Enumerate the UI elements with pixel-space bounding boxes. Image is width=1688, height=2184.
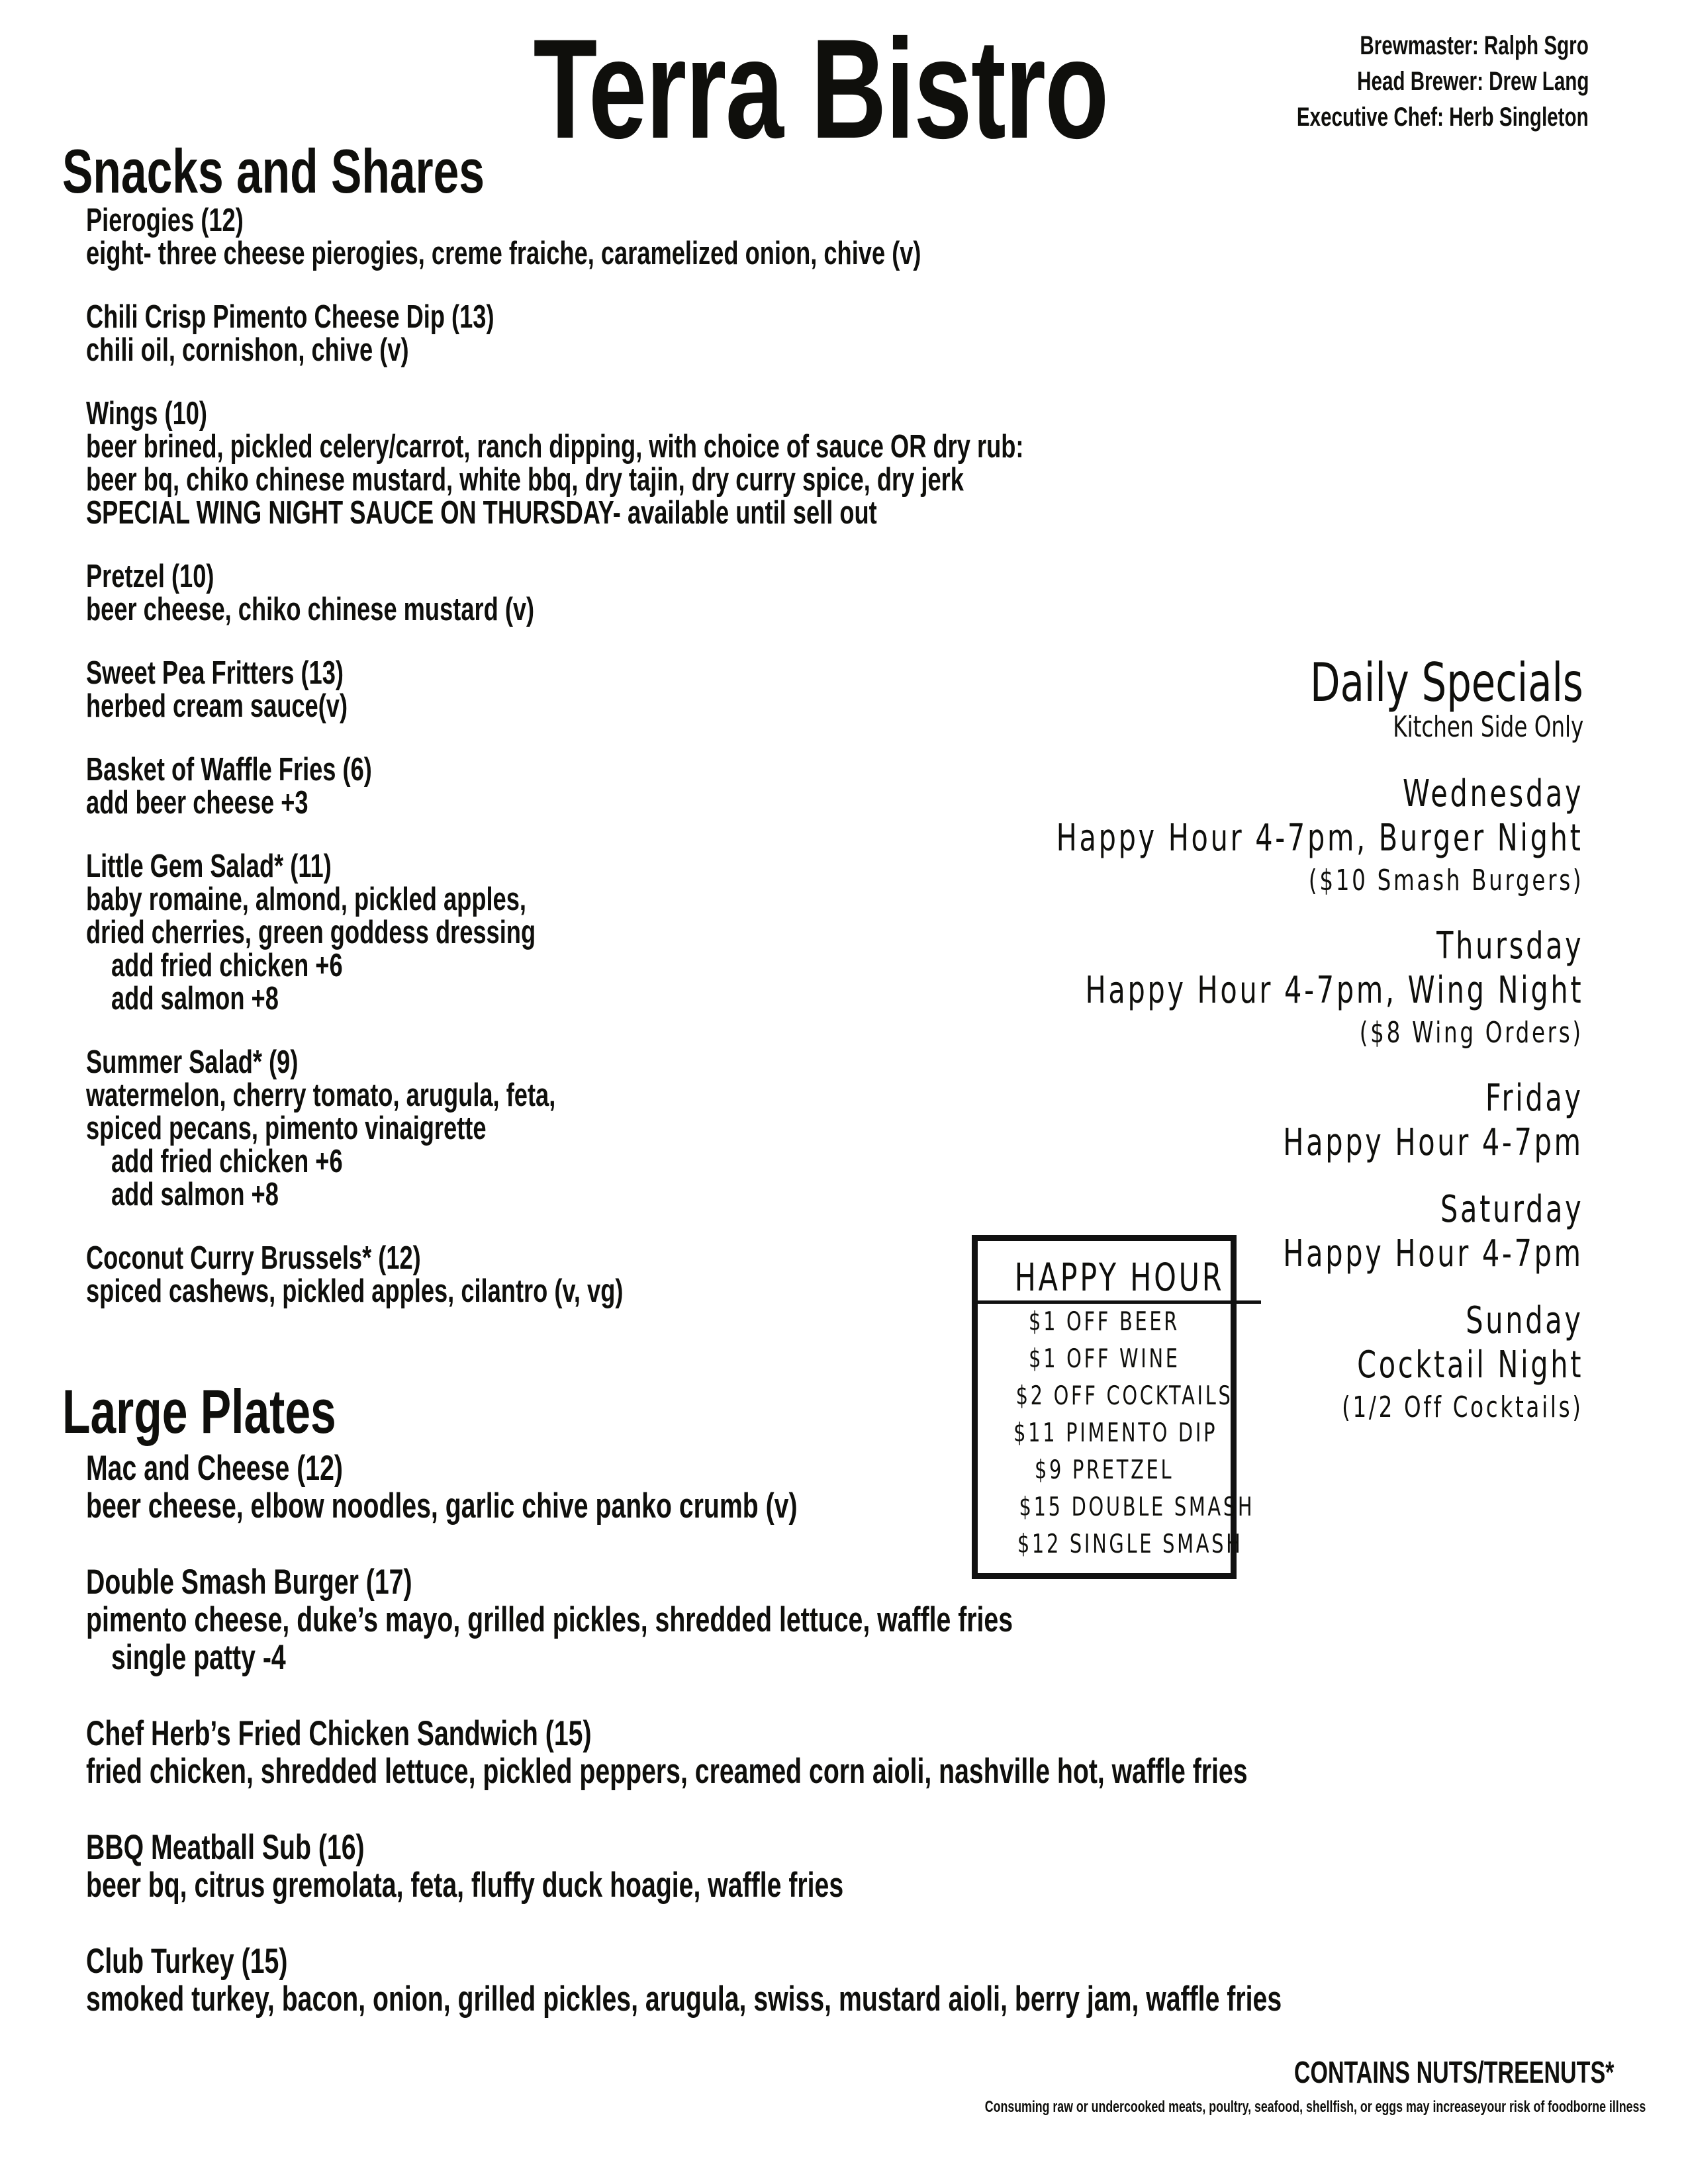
item-addon-text: add salmon +8 bbox=[111, 981, 279, 1017]
item-description bbox=[86, 496, 1353, 529]
item-description-text: fried chicken, shredded lettuce, pickled peppers, creamed corn aioli, nashville hot, waffle fries bbox=[86, 1752, 1248, 1791]
item-addon-text: add fried chicken +6 bbox=[111, 1144, 343, 1179]
item-description bbox=[86, 1980, 1688, 2018]
item-addon-text: single patty -4 bbox=[111, 1638, 286, 1677]
special-day bbox=[871, 1076, 1583, 1165]
item-name bbox=[86, 560, 1353, 593]
food-safety-disclaimer: Consuming raw or undercooked meats, poultry, seafood, shellfish, or eggs may increaseyour risk of foodborne illness bbox=[984, 2098, 1646, 2116]
item-description bbox=[86, 1487, 1688, 1525]
item-description-text: dried cherries, green goddess dressing bbox=[86, 915, 536, 950]
day-name bbox=[871, 924, 1583, 968]
day-name-text: Thursday bbox=[1436, 925, 1583, 968]
specials-subtitle: Kitchen Side Only bbox=[1392, 710, 1583, 744]
item-name-text: Sweet Pea Fritters (13) bbox=[86, 655, 344, 691]
item-name bbox=[86, 1829, 1688, 1866]
day-special bbox=[871, 816, 1583, 860]
happy-hour-item-text: $1 OFF WINE bbox=[1028, 1344, 1180, 1374]
item-name-text: Chili Crisp Pimento Cheese Dip (13) bbox=[86, 299, 494, 335]
item-name-text: Chef Herb’s Fried Chicken Sandwich (15) bbox=[86, 1714, 592, 1753]
day-special-text: Happy Hour 4-7pm, Wing Night bbox=[1085, 969, 1583, 1012]
happy-hour-item-text: $15 DOUBLE SMASH bbox=[1019, 1492, 1255, 1522]
item-description bbox=[86, 1866, 1688, 1904]
item-description-text: beer brined, pickled celery/carrot, ranch dipping, with choice of sauce OR dry rub: bbox=[86, 429, 1024, 465]
day-special-note-text: ($8 Wing Orders) bbox=[1359, 1016, 1583, 1050]
happy-hour-item-text: $2 OFF COCKTAILS bbox=[1015, 1381, 1233, 1411]
happy-hour-title: HAPPY HOUR bbox=[978, 1255, 1231, 1304]
item-description bbox=[86, 593, 1353, 626]
item-name bbox=[86, 1563, 1688, 1601]
item-description bbox=[86, 430, 1353, 463]
happy-hour-item bbox=[978, 1526, 1243, 1563]
item-name bbox=[86, 1715, 1688, 1752]
staff-line: Executive Chef: Herb Singleton bbox=[1297, 103, 1589, 132]
item-name-text: Summer Salad* (9) bbox=[86, 1044, 299, 1080]
day-special-text: Happy Hour 4-7pm bbox=[1283, 1232, 1583, 1275]
item-description-text: beer bq, chiko chinese mustard, white bbq, dry tajin, dry curry spice, dry jerk bbox=[86, 462, 964, 498]
day-special-note bbox=[871, 1013, 1583, 1054]
happy-hour-item bbox=[978, 1341, 1231, 1378]
day-name-text: Wednesday bbox=[1402, 772, 1583, 815]
day-special bbox=[871, 1120, 1583, 1165]
item-name-text: Double Smash Burger (17) bbox=[86, 1563, 412, 1602]
item-addon-text: add fried chicken +6 bbox=[111, 948, 343, 983]
staff-line: Head Brewer: Drew Lang bbox=[1356, 67, 1589, 96]
happy-hour-box bbox=[972, 1235, 1255, 1579]
day-name bbox=[871, 772, 1583, 816]
item-description-text: spiced cashews, pickled apples, cilantro (v, vg) bbox=[86, 1273, 624, 1309]
item-name bbox=[86, 1449, 1688, 1487]
item-name-text: Little Gem Salad* (11) bbox=[86, 848, 332, 884]
large-plates-heading: Large Plates bbox=[62, 1377, 336, 1446]
item-name-text: Pretzel (10) bbox=[86, 559, 214, 594]
item-description-text: beer cheese, elbow noodles, garlic chive panko crumb (v) bbox=[86, 1486, 798, 1525]
specials-title: Daily Specials bbox=[1310, 652, 1583, 713]
item-name-text: Pierogies (12) bbox=[86, 203, 244, 238]
restaurant-name: Terra Bistro bbox=[533, 10, 1109, 168]
item-description-text: eight- three cheese pierogies, creme fraiche, caramelized onion, chive (v) bbox=[86, 236, 921, 271]
menu-item bbox=[86, 1715, 1688, 1790]
day-name-text: Sunday bbox=[1466, 1299, 1583, 1342]
happy-hour-item bbox=[978, 1452, 1231, 1489]
menu-item bbox=[86, 300, 1353, 367]
day-special-note-text: ($10 Smash Burgers) bbox=[1308, 864, 1583, 897]
day-special-note bbox=[871, 860, 1583, 901]
happy-hour-item bbox=[978, 1415, 1231, 1452]
item-description bbox=[86, 237, 1353, 270]
item-description-text: watermelon, cherry tomato, arugula, feta, bbox=[86, 1077, 556, 1113]
staff-line: Brewmaster: Ralph Sgro bbox=[1360, 31, 1589, 60]
snacks-heading: Snacks and Shares bbox=[62, 136, 485, 206]
day-name bbox=[871, 1076, 1583, 1120]
item-addon bbox=[86, 1639, 1688, 1676]
happy-hour-item bbox=[978, 1489, 1255, 1526]
item-description-text: beer bq, citrus gremolata, feta, fluffy duck hoagie, waffle fries bbox=[86, 1866, 844, 1905]
item-addon-text: add salmon +8 bbox=[111, 1177, 279, 1212]
item-description bbox=[86, 334, 1353, 367]
menu-item bbox=[86, 1942, 1688, 2018]
day-special-text: Happy Hour 4-7pm, Burger Night bbox=[1056, 817, 1583, 860]
item-description-text: pimento cheese, duke’s mayo, grilled pickles, shredded lettuce, waffle fries bbox=[86, 1600, 1013, 1639]
large-plates-list bbox=[86, 1449, 1688, 2056]
day-name bbox=[871, 1187, 1583, 1232]
item-name-text: BBQ Meatball Sub (16) bbox=[86, 1828, 365, 1867]
item-description-text: chili oil, cornishon, chive (v) bbox=[86, 332, 409, 368]
menu-item bbox=[86, 1829, 1688, 1904]
item-description-text: beer cheese, chiko chinese mustard (v) bbox=[86, 592, 535, 627]
item-name bbox=[86, 1942, 1688, 1980]
item-name bbox=[86, 204, 1353, 237]
item-description-text: smoked turkey, bacon, onion, grilled pickles, arugula, swiss, mustard aioli, berry jam, waffle fries bbox=[86, 1979, 1282, 2019]
day-name-text: Saturday bbox=[1440, 1188, 1583, 1231]
special-day bbox=[871, 924, 1583, 1054]
item-description-text: spiced pecans, pimento vinaigrette bbox=[86, 1111, 487, 1146]
item-description-text: add beer cheese +3 bbox=[86, 785, 308, 821]
happy-hour-item-text: $12 SINGLE SMASH bbox=[1017, 1529, 1243, 1559]
item-name bbox=[86, 397, 1353, 430]
happy-hour-item bbox=[978, 1304, 1231, 1341]
menu-item bbox=[86, 560, 1353, 626]
happy-hour-item bbox=[978, 1378, 1231, 1415]
nuts-warning: CONTAINS NUTS/TREENUTS* bbox=[1293, 2055, 1614, 2089]
happy-hour-item-text: $1 OFF BEER bbox=[1028, 1307, 1180, 1337]
item-name-text: Basket of Waffle Fries (6) bbox=[86, 752, 372, 788]
day-special-text: Cocktail Night bbox=[1356, 1343, 1583, 1387]
menu-item bbox=[86, 1563, 1688, 1676]
day-special-note-text: (1/2 Off Cocktails) bbox=[1342, 1390, 1583, 1424]
special-day bbox=[871, 772, 1583, 901]
item-description bbox=[86, 463, 1353, 496]
day-name-text: Friday bbox=[1485, 1077, 1583, 1120]
item-description bbox=[86, 1601, 1688, 1639]
item-name bbox=[86, 300, 1353, 334]
happy-hour-item-text: $9 PRETZEL bbox=[1034, 1455, 1174, 1485]
menu-item bbox=[86, 1449, 1688, 1525]
day-special-text: Happy Hour 4-7pm bbox=[1283, 1121, 1583, 1164]
item-name-text: Wings (10) bbox=[86, 396, 207, 432]
item-description bbox=[86, 1752, 1688, 1790]
happy-hour-items bbox=[978, 1304, 1255, 1563]
item-description-text: baby romaine, almond, pickled apples, bbox=[86, 882, 526, 917]
happy-hour-item-text: $11 PIMENTO DIP bbox=[1013, 1418, 1218, 1448]
day-special bbox=[871, 968, 1583, 1013]
item-name-text: Coconut Curry Brussels* (12) bbox=[86, 1240, 421, 1276]
staff-credits bbox=[1194, 28, 1589, 135]
item-name-text: Club Turkey (15) bbox=[86, 1942, 288, 1981]
item-description-text: SPECIAL WING NIGHT SAUCE ON THURSDAY- available until sell out bbox=[86, 495, 877, 531]
menu-item bbox=[86, 397, 1353, 529]
item-name-text: Mac and Cheese (12) bbox=[86, 1449, 343, 1488]
menu-item bbox=[86, 204, 1353, 270]
item-description-text: herbed cream sauce(v) bbox=[86, 688, 348, 724]
